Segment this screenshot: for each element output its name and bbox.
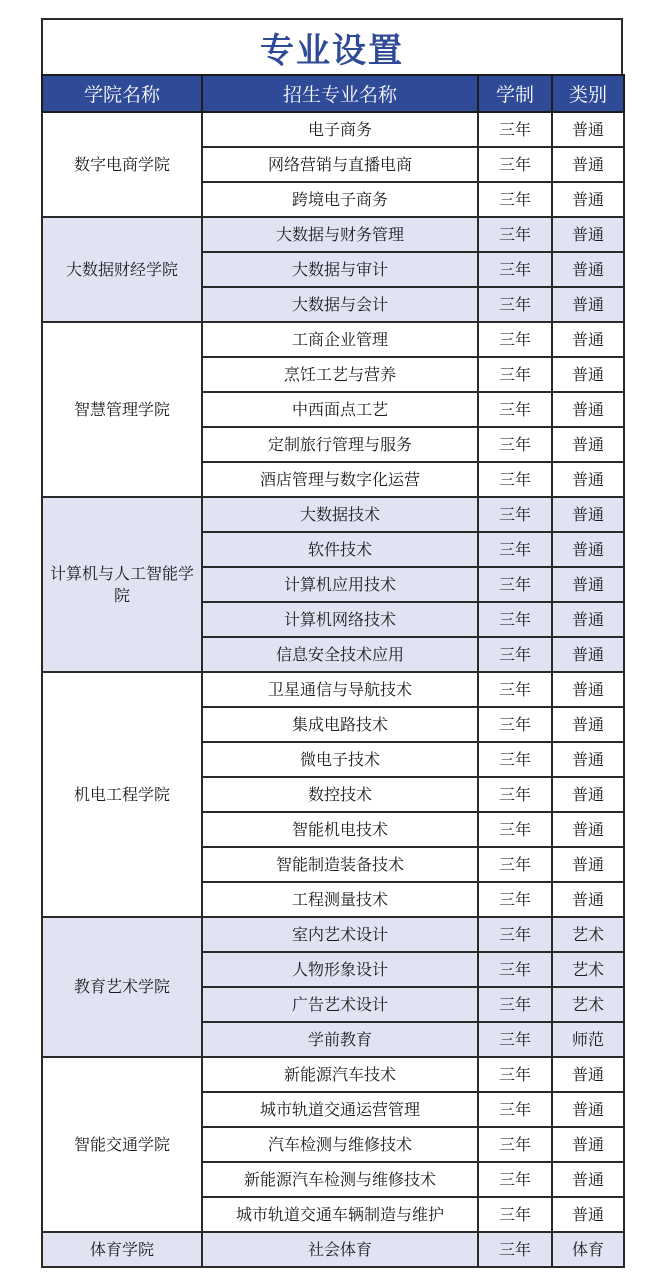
table-row [42,322,624,357]
college-name-cell: 体育学院 [42,1232,202,1267]
duration-cell: 三年 [478,182,552,217]
college-name-cell: 智能交通学院 [42,1057,202,1232]
college-name-cell: 机电工程学院 [42,672,202,917]
category-cell: 普通 [552,532,624,567]
college-name-cell: 教育艺术学院 [42,917,202,1057]
category-cell: 普通 [552,217,624,252]
category-cell: 普通 [552,707,624,742]
major-name-cell: 大数据技术 [202,497,478,532]
major-name-cell: 酒店管理与数字化运营 [202,462,478,497]
category-cell: 普通 [552,287,624,322]
major-name-cell: 跨境电子商务 [202,182,478,217]
major-name-cell: 微电子技术 [202,742,478,777]
table-body [42,112,624,1267]
major-name-cell: 人物形象设计 [202,952,478,987]
major-name-cell: 新能源汽车技术 [202,1057,478,1092]
duration-cell: 三年 [478,497,552,532]
category-cell: 普通 [552,882,624,917]
duration-cell: 三年 [478,252,552,287]
duration-cell: 三年 [478,707,552,742]
duration-cell: 三年 [478,637,552,672]
duration-cell: 三年 [478,322,552,357]
category-cell: 普通 [552,497,624,532]
duration-cell: 三年 [478,462,552,497]
duration-cell: 三年 [478,1127,552,1162]
category-cell: 普通 [552,392,624,427]
major-name-cell: 社会体育 [202,1232,478,1267]
duration-cell: 三年 [478,672,552,707]
major-name-cell: 卫星通信与导航技术 [202,672,478,707]
duration-cell: 三年 [478,987,552,1022]
major-name-cell: 烹饪工艺与营养 [202,357,478,392]
header-major: 招生专业名称 [202,75,478,112]
duration-cell: 三年 [478,1057,552,1092]
major-name-cell: 信息安全技术应用 [202,637,478,672]
category-cell: 普通 [552,182,624,217]
category-cell: 普通 [552,812,624,847]
major-name-cell: 数控技术 [202,777,478,812]
duration-cell: 三年 [478,427,552,462]
major-name-cell: 电子商务 [202,112,478,147]
category-cell: 普通 [552,1092,624,1127]
major-name-cell: 室内艺术设计 [202,917,478,952]
category-cell: 普通 [552,742,624,777]
duration-cell: 三年 [478,1022,552,1057]
duration-cell: 三年 [478,952,552,987]
duration-cell: 三年 [478,112,552,147]
category-cell: 普通 [552,637,624,672]
category-cell: 艺术 [552,987,624,1022]
college-name-cell: 数字电商学院 [42,112,202,217]
major-name-cell: 网络营销与直播电商 [202,147,478,182]
duration-cell: 三年 [478,917,552,952]
major-name-cell: 计算机网络技术 [202,602,478,637]
major-name-cell: 集成电路技术 [202,707,478,742]
category-cell: 普通 [552,147,624,182]
major-name-cell: 大数据与会计 [202,287,478,322]
major-name-cell: 新能源汽车检测与维修技术 [202,1162,478,1197]
duration-cell: 三年 [478,392,552,427]
major-name-cell: 软件技术 [202,532,478,567]
category-cell: 普通 [552,1127,624,1162]
table-row [42,917,624,952]
category-cell: 普通 [552,1162,624,1197]
duration-cell: 三年 [478,1092,552,1127]
duration-cell: 三年 [478,1197,552,1232]
major-name-cell: 城市轨道交通车辆制造与维护 [202,1197,478,1232]
college-name-cell: 计算机与人工智能学院 [42,497,202,672]
header-row [42,75,624,112]
category-cell: 普通 [552,252,624,287]
major-name-cell: 智能机电技术 [202,812,478,847]
category-cell: 普通 [552,1057,624,1092]
duration-cell: 三年 [478,567,552,602]
duration-cell: 三年 [478,287,552,322]
college-name-cell: 大数据财经学院 [42,217,202,322]
category-cell: 体育 [552,1232,624,1267]
major-name-cell: 中西面点工艺 [202,392,478,427]
table-row [42,1057,624,1092]
category-cell: 艺术 [552,952,624,987]
category-cell: 普通 [552,672,624,707]
major-name-cell: 城市轨道交通运营管理 [202,1092,478,1127]
duration-cell: 三年 [478,147,552,182]
category-cell: 师范 [552,1022,624,1057]
majors-table [41,74,625,1268]
duration-cell: 三年 [478,742,552,777]
duration-cell: 三年 [478,847,552,882]
duration-cell: 三年 [478,1232,552,1267]
duration-cell: 三年 [478,602,552,637]
header-category: 类别 [552,75,624,112]
table-row [42,217,624,252]
major-settings-sheet [41,18,623,1268]
header-duration: 学制 [478,75,552,112]
table-row [42,672,624,707]
major-name-cell: 学前教育 [202,1022,478,1057]
table-row [42,1232,624,1267]
duration-cell: 三年 [478,1162,552,1197]
category-cell: 普通 [552,357,624,392]
title-box [41,18,623,74]
duration-cell: 三年 [478,812,552,847]
header-college: 学院名称 [42,75,202,112]
major-name-cell: 定制旅行管理与服务 [202,427,478,462]
category-cell: 艺术 [552,917,624,952]
duration-cell: 三年 [478,882,552,917]
major-name-cell: 计算机应用技术 [202,567,478,602]
major-name-cell: 大数据与财务管理 [202,217,478,252]
page-title: 专业设置 [260,30,404,71]
major-name-cell: 广告艺术设计 [202,987,478,1022]
duration-cell: 三年 [478,777,552,812]
duration-cell: 三年 [478,532,552,567]
category-cell: 普通 [552,847,624,882]
category-cell: 普通 [552,1197,624,1232]
category-cell: 普通 [552,112,624,147]
category-cell: 普通 [552,462,624,497]
major-name-cell: 工商企业管理 [202,322,478,357]
table-row [42,497,624,532]
table-row [42,112,624,147]
category-cell: 普通 [552,777,624,812]
category-cell: 普通 [552,322,624,357]
duration-cell: 三年 [478,357,552,392]
major-name-cell: 智能制造装备技术 [202,847,478,882]
major-name-cell: 大数据与审计 [202,252,478,287]
category-cell: 普通 [552,602,624,637]
category-cell: 普通 [552,567,624,602]
major-name-cell: 汽车检测与维修技术 [202,1127,478,1162]
category-cell: 普通 [552,427,624,462]
college-name-cell: 智慧管理学院 [42,322,202,497]
duration-cell: 三年 [478,217,552,252]
major-name-cell: 工程测量技术 [202,882,478,917]
